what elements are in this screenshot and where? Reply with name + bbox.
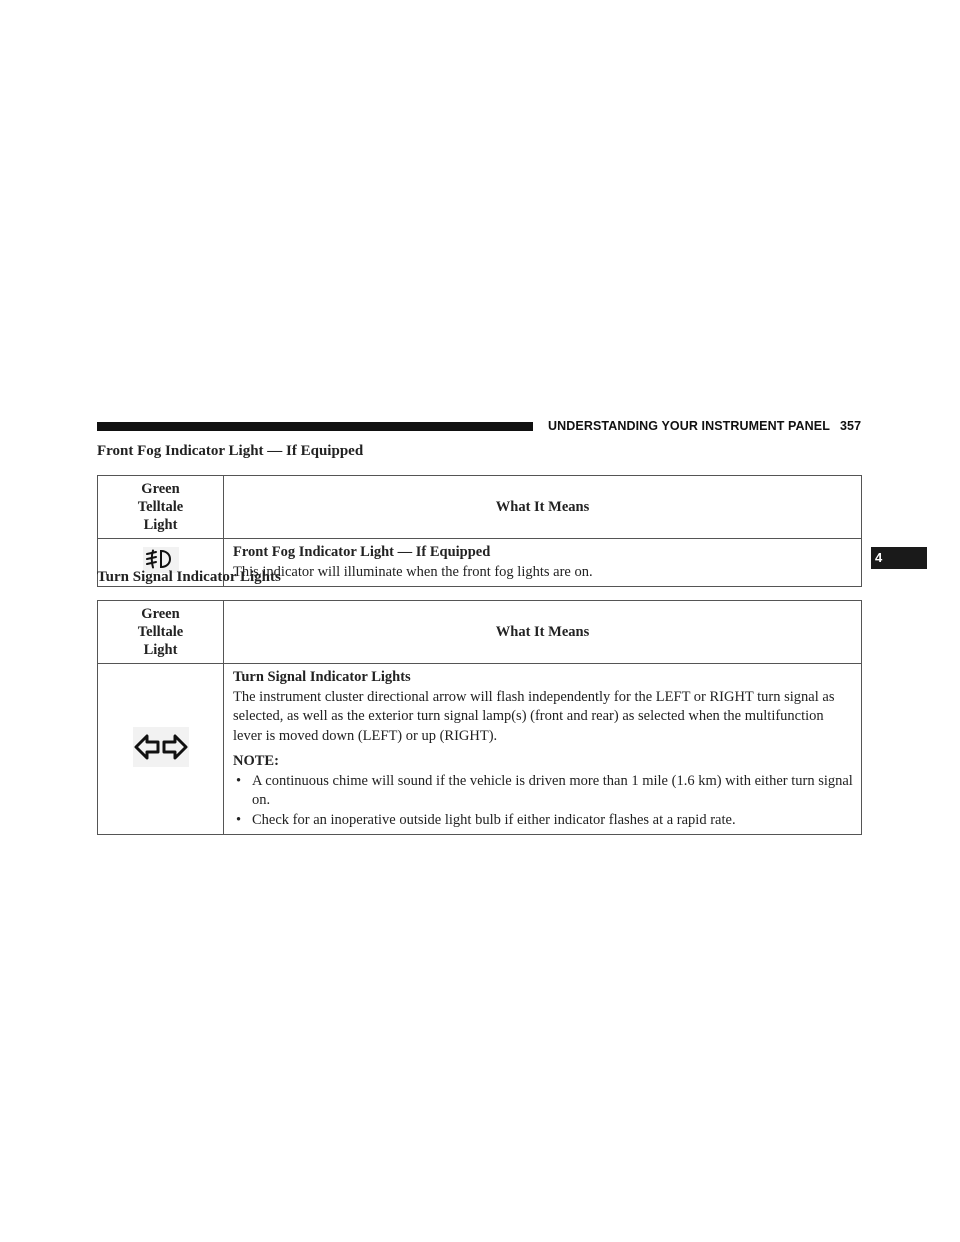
- col-header-meaning: What It Means: [224, 476, 862, 539]
- header-rule: [97, 422, 533, 431]
- table-row: [98, 664, 862, 835]
- list-item: • Check for an inoperative outside light bulb if either indicator flashes at a rapid rate.: [233, 811, 853, 831]
- list-item: • A continuous chime will sound if the vehicle is driven more than 1 mile (1.6 km) with either turn signal on.: [236, 772, 853, 808]
- page-number: 357: [839, 419, 862, 433]
- note-label: NOTE:: [233, 753, 279, 769]
- table-header-row: [98, 476, 862, 539]
- col-header-telltale: Green Telltale Light: [98, 601, 224, 664]
- turn-signal-arrows-icon: [133, 755, 189, 771]
- bullet-icon: •: [236, 811, 242, 828]
- row-title: Turn Signal Indicator Lights: [233, 669, 411, 685]
- col-header-meaning: What It Means: [224, 601, 862, 664]
- row-title: Front Fog Indicator Light — If Equipped: [233, 544, 491, 560]
- turn-signal-telltale-table: [97, 600, 862, 835]
- row-body: The instrument cluster directional arrow will flash independently for the LEFT or RIGHT turn signal as selected, as well as the exterior turn signal lamp(s) (front and rear) as selected when the multifunction lever is moved down (LEFT) or up (RIGHT).: [233, 688, 835, 744]
- header-section-title: UNDERSTANDING YOUR INSTRUMENT PANEL: [548, 419, 830, 433]
- note-bullet-list: [233, 772, 853, 831]
- section-heading-turn-signal: Turn Signal Indicator Lights: [97, 569, 281, 585]
- section-heading-front-fog: Front Fog Indicator Light — If Equipped: [97, 443, 364, 459]
- row-body: This indicator will illuminate when the front fog lights are on.: [233, 563, 593, 580]
- col-header-telltale: Green Telltale Light: [98, 476, 224, 539]
- chapter-tab: 4: [871, 547, 927, 569]
- table-header-row: [98, 601, 862, 664]
- icon-cell: [98, 664, 224, 835]
- meaning-cell: [224, 664, 862, 835]
- bullet-icon: •: [236, 772, 242, 789]
- meaning-cell: [224, 539, 862, 587]
- running-header: [548, 419, 861, 433]
